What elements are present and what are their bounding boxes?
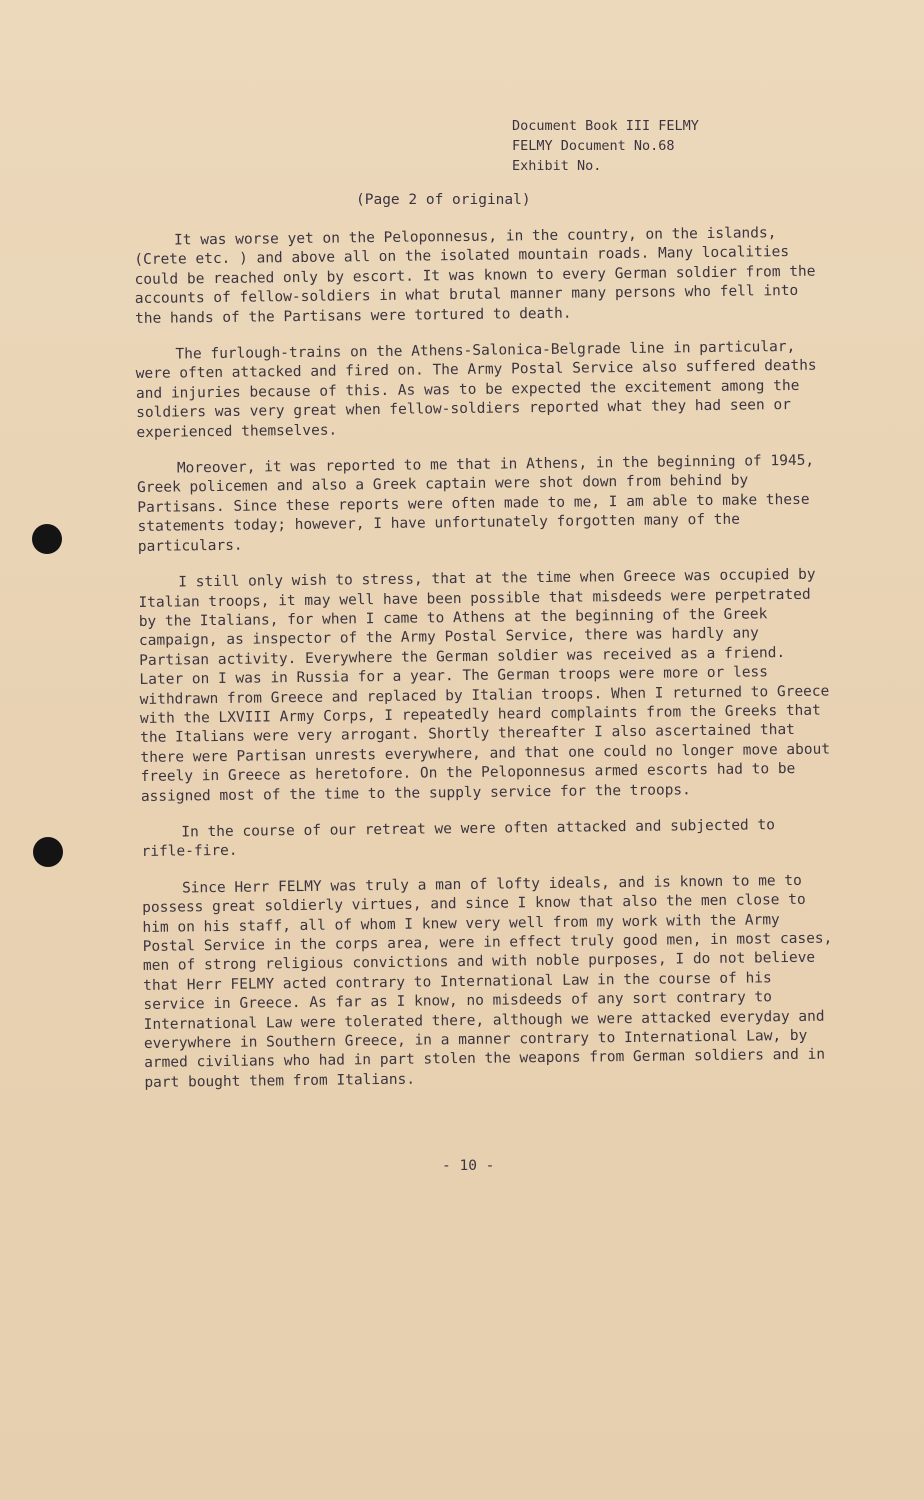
- paragraph: Moreover, it was reported to me that in Athens, in the beginning of 1945, Greek policemen and also a Greek captain were shot down from behind by Partisans. Since these reports were often made to me, I am able to make these statements today; however, I have unfortunately forgotten many of the particulars.: [137, 452, 815, 555]
- punch-hole-top: [32, 524, 62, 554]
- document-header: [512, 116, 699, 176]
- paragraph: The furlough-trains on the Athens-Salonica-Belgrade line in particular, were often attacked and fired on. The Army Postal Service also suffered deaths and injuries because of this. As was to be expected the excitement among the soldiers was very great when fellow-soldiers reported what they had seen or experienced themselves.: [135, 338, 817, 441]
- document-number-line: FELMY Document No.68: [512, 138, 675, 154]
- page-number: - 10 -: [442, 1158, 495, 1174]
- punch-hole-bottom: [33, 837, 63, 867]
- original-page-reference: (Page 2 of original): [356, 192, 531, 208]
- paragraph: In the course of our retreat we were often attacked and subjected to rifle-fire.: [141, 817, 776, 861]
- paragraph: It was worse yet on the Peloponnesus, in the country, on the islands, (Crete etc. ) and above all on the isolated mountain roads. Many localities could be reached only by escort. It was known to every German soldier from the accounts of fellow-soldiers in what brutal manner many persons who fell into the hands of the Partisans were tortured to death.: [134, 225, 816, 327]
- paragraph: I still only wish to stress, that at the time when Greece was occupied by Italian troops, it may well have been possible that misdeeds were perpetrated by the Italians, for when I came to Athens at the beginning of the Greek campaign, as inspector of the Army Postal Service, there was hardly any Partisan activity. Everywhere the German soldier was received as a friend. Later on I was in Russia for a year. The German troops were more or less withdrawn from Greece and replaced by Italian troops. When I returned to Greece with the LXVIII Army Corps, I repeatedly heard complaints from the Greeks that the Italians were very arrogant. Shortly thereafter I also ascertained that there were Partisan unrests everywhere, and that one could no longer move about freely in Greece as heretofore. On the Peloponnesus armed escorts had to be assigned most of the time to the supply service for the troops.: [138, 566, 831, 805]
- document-book-line: Document Book III FELMY: [512, 118, 699, 134]
- exhibit-line: Exhibit No.: [512, 158, 602, 174]
- body-text: [134, 224, 835, 1111]
- paragraph: Since Herr FELMY was truly a man of lofty ideals, and is known to me to possess great soldierly virtues, and since I know that also the men close to him on his staff, all of whom I knew very well from my work with the Army Postal Service in the corps area, were in effect truly good men, in most cases, men of strong religious convictions and with noble purposes, I do not believe that Herr FELMY acted contrary to International Law in the course of his service in Greece. As far as I know, no misdeeds of any sort contrary to International Law were tolerated there, although we were attacked everyday and everywhere in Southern Greece, in a manner contrary to International Law, by armed civilians who had in part stolen the weapons from German soldiers and in part bought them from Italians.: [142, 872, 833, 1091]
